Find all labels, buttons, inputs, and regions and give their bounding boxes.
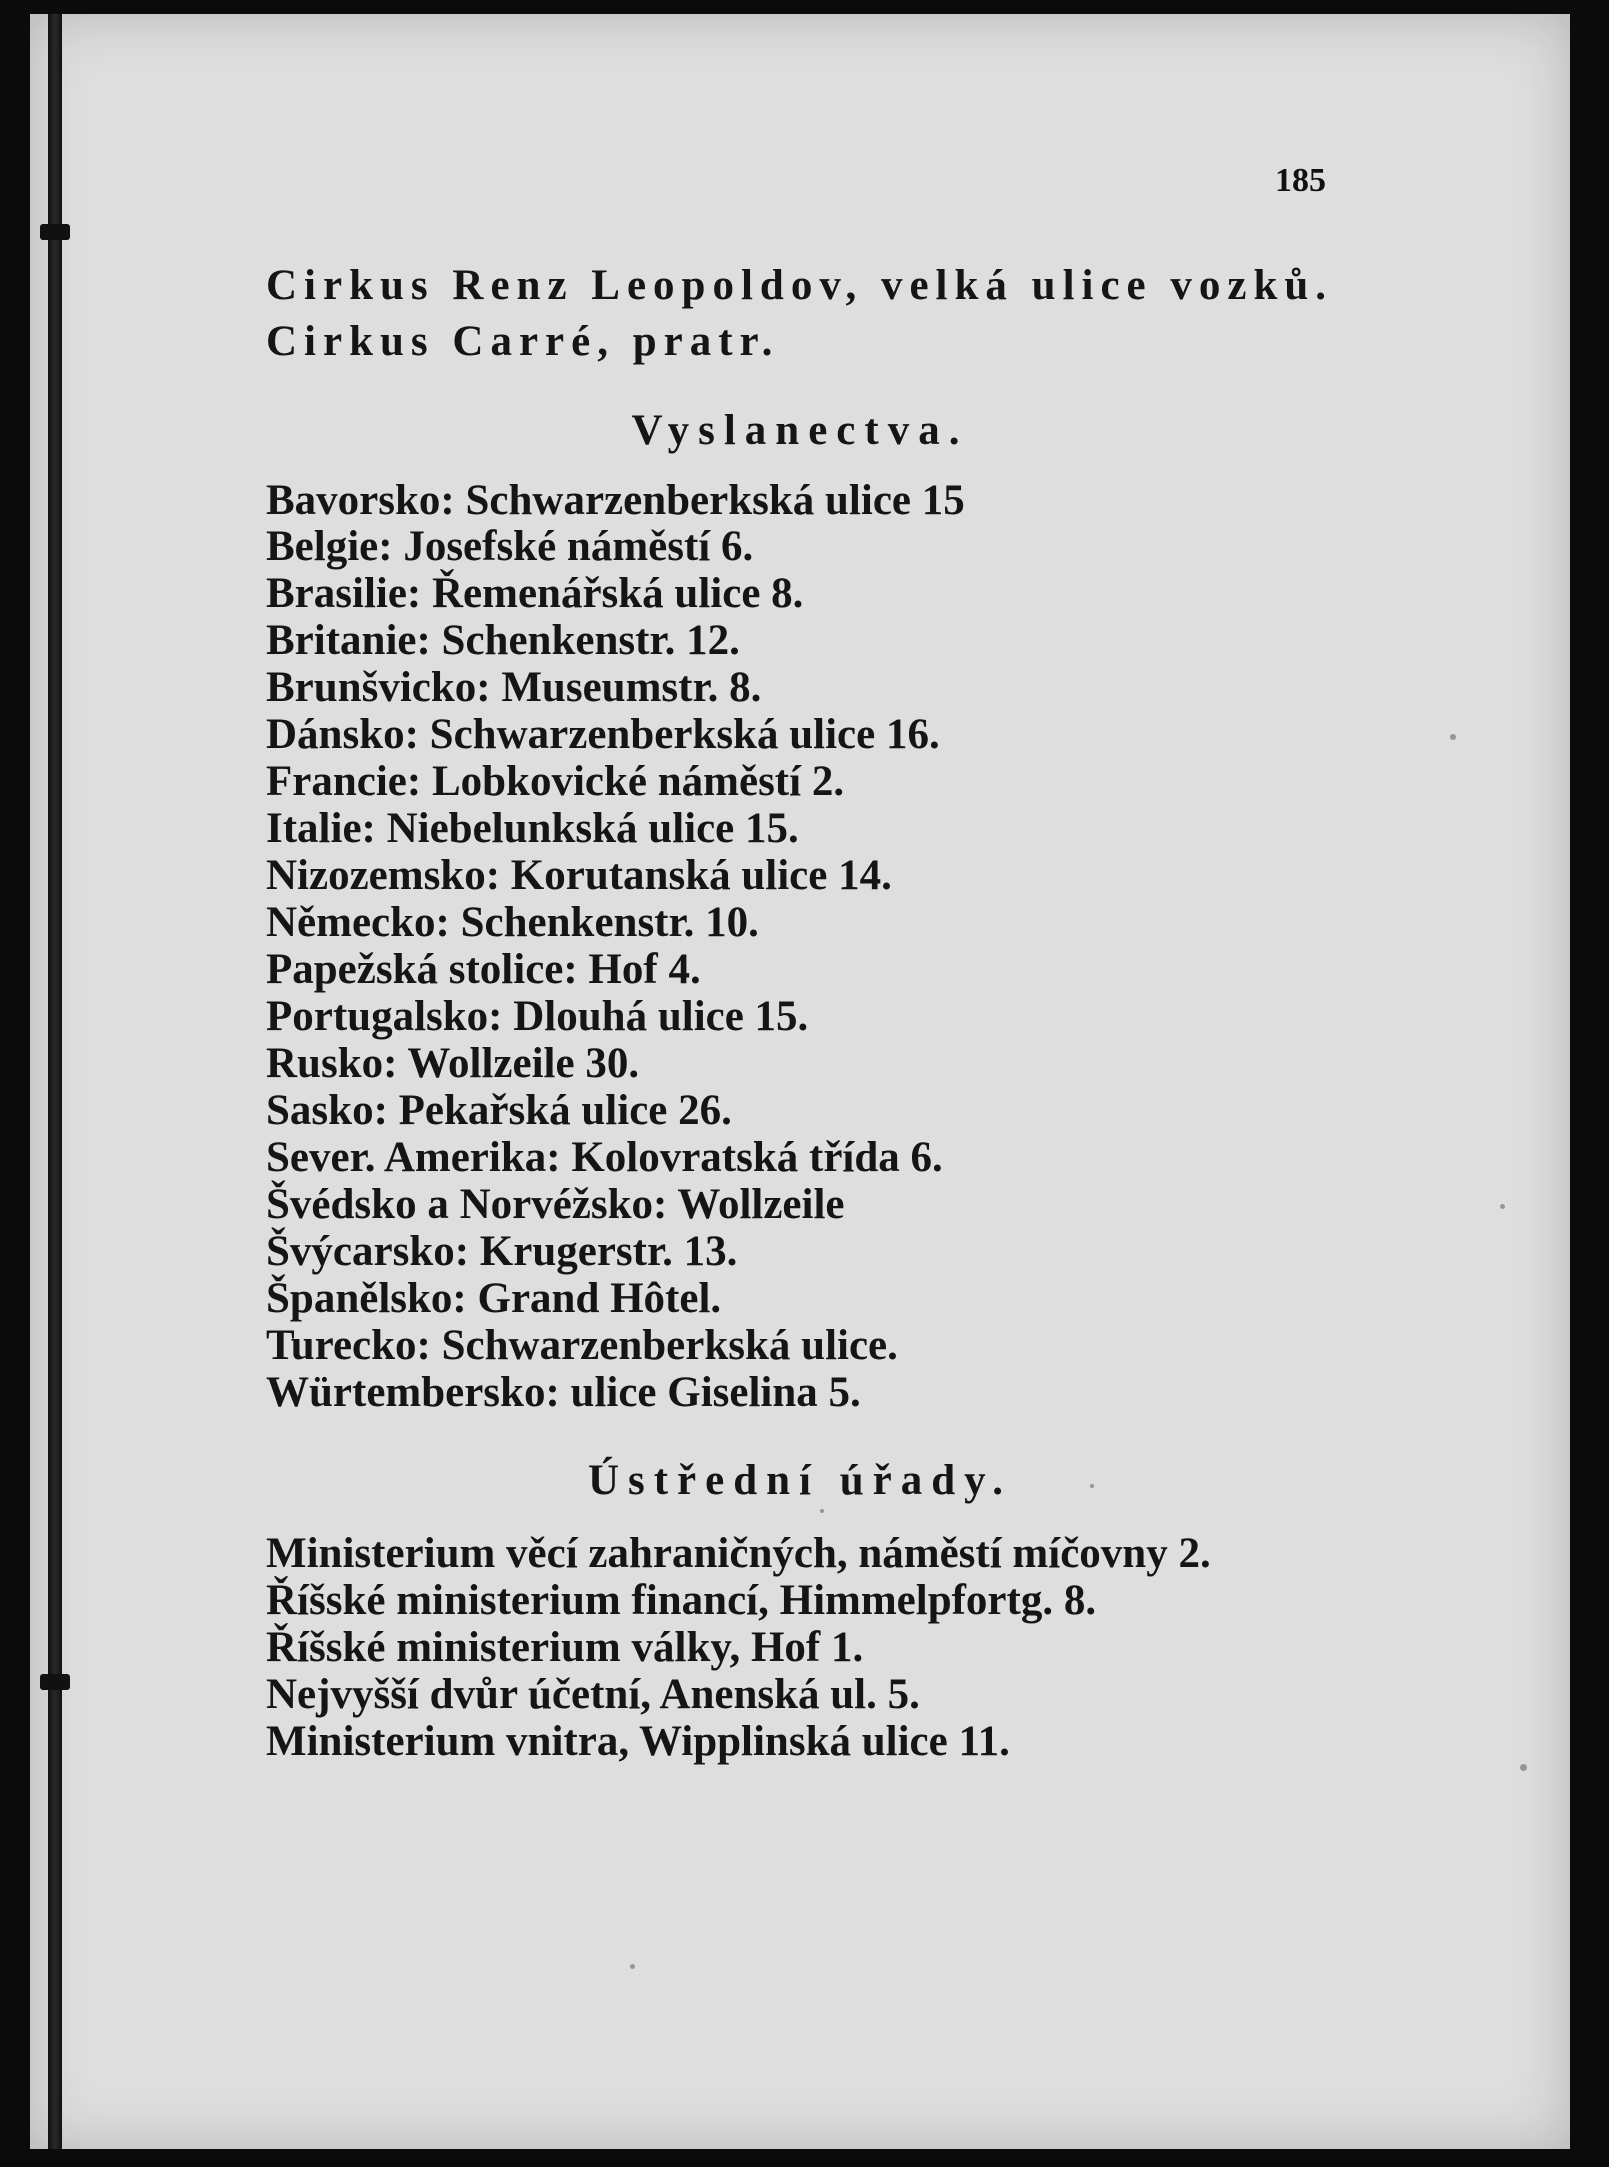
embassy-line: Britanie: Schenkenstr. 12.	[266, 617, 740, 664]
embassy-line: Sasko: Pekařská ulice 26.	[266, 1087, 732, 1134]
embassy-line: Bavorsko: Schwarzenberkská ulice 15	[266, 477, 965, 524]
paper-speck	[820, 1509, 824, 1513]
office-line: Ministerium vnitra, Wipplinská ulice 11.	[266, 1718, 1010, 1765]
binding-edge	[48, 14, 62, 2149]
embassy-line: Španělsko: Grand Hôtel.	[266, 1275, 722, 1322]
paper-speck	[1450, 734, 1456, 740]
embassy-line: Belgie: Josefské náměstí 6.	[266, 523, 754, 570]
office-line: Říšské ministerium financí, Himmelpfortg. 8.	[266, 1577, 1097, 1624]
office-line: Nejvyšší dvůr účetní, Anenská ul. 5.	[266, 1671, 920, 1718]
binding-notch	[40, 1674, 70, 1690]
embassy-line: Švédsko a Norvéžsko: Wollzeile	[266, 1181, 845, 1228]
page-number: 185	[1275, 162, 1326, 199]
embassy-line: Německo: Schenkenstr. 10.	[266, 899, 759, 946]
paper-speck	[630, 1964, 635, 1969]
binding-notch	[40, 224, 70, 240]
circus-line: Cirkus Carré, pratr.	[266, 318, 780, 365]
embassy-line: Papežská stolice: Hof 4.	[266, 946, 701, 993]
section-heading-embassies: Vyslanectva.	[631, 407, 969, 454]
embassy-line: Švýcarsko: Krugerstr. 13.	[266, 1228, 738, 1275]
paper-speck	[1500, 1204, 1505, 1209]
embassy-line: Sever. Amerika: Kolovratská třída 6.	[266, 1134, 943, 1181]
embassy-line: Francie: Lobkovické náměstí 2.	[266, 758, 845, 805]
embassy-line: Turecko: Schwarzenberkská ulice.	[266, 1322, 898, 1369]
embassy-line: Brasilie: Řemenářská ulice 8.	[266, 570, 804, 617]
circus-line: Cirkus Renz Leopoldov, velká ulice vozků.	[266, 262, 1334, 309]
office-line: Říšské ministerium války, Hof 1.	[266, 1624, 864, 1671]
embassy-line: Dánsko: Schwarzenberkská ulice 16.	[266, 711, 940, 758]
embassy-line: Brunšvicko: Museumstr. 8.	[266, 664, 762, 711]
book-page	[30, 14, 1570, 2149]
paper-speck	[1090, 1484, 1094, 1488]
paper-speck	[1520, 1764, 1527, 1771]
embassy-line: Würtembersko: ulice Giselina 5.	[266, 1369, 861, 1416]
embassy-line: Italie: Niebelunkská ulice 15.	[266, 805, 799, 852]
office-line: Ministerium věcí zahraničných, náměstí míčovny 2.	[266, 1530, 1211, 1577]
embassy-line: Rusko: Wollzeile 30.	[266, 1040, 640, 1087]
embassy-line: Portugalsko: Dlouhá ulice 15.	[266, 993, 809, 1040]
embassy-line: Nizozemsko: Korutanská ulice 14.	[266, 852, 892, 899]
section-heading-offices: Ústřední úřady.	[587, 1457, 1013, 1504]
